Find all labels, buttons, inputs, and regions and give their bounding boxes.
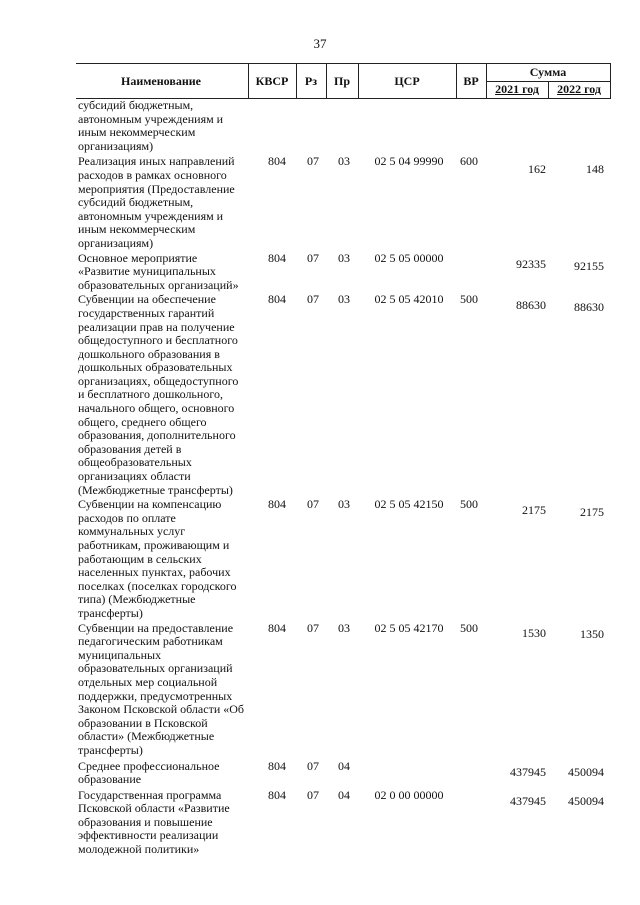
header-pr: Пр (333, 73, 350, 88)
row-pr: 04 (338, 787, 350, 802)
row-pr: 04 (338, 758, 350, 773)
row-name: субсидий бюджетным, автономным учреждениям и иным некоммерческим организациям) (78, 98, 224, 153)
row-sum-2021: 1530 (522, 625, 546, 640)
row-pr: 03 (338, 620, 350, 635)
row-rz: 07 (307, 787, 319, 802)
row-rz: 07 (307, 292, 319, 307)
row-vr: 600 (460, 154, 478, 169)
row-kvsr: 804 (268, 292, 286, 307)
header-sum: Сумма (529, 65, 567, 79)
row-vr: 500 (460, 497, 478, 512)
row-sum-2021: 88630 (516, 298, 546, 313)
row-sum-2022: 148 (586, 162, 604, 177)
row-csr: 02 5 05 42150 (374, 497, 444, 512)
row-pr: 03 (338, 497, 350, 512)
row-vr: 500 (460, 292, 478, 307)
row-kvsr: 804 (268, 758, 286, 773)
row-rz: 07 (307, 758, 319, 773)
header-csr: ЦСР (394, 73, 420, 88)
row-sum-2021: 2175 (522, 503, 546, 518)
row-sum-2022: 88630 (574, 300, 604, 315)
header-year-2021: 2021 год (495, 82, 539, 96)
row-sum-2022: 2175 (580, 505, 604, 520)
row-sum-2021: 162 (528, 162, 546, 177)
row-vr: 500 (460, 620, 478, 635)
row-name: Субвенции на компенсацию расходов по оплате коммунальных услуг работникам, проживающим и работающим в сельских населенных пунктах, рабочих поселках (поселках городского типа) (Межбюджетные трансферты) (78, 497, 237, 620)
table-header (76, 63, 611, 99)
row-name: Среднее профессиональное образование (78, 758, 220, 787)
row-sum-2022: 450094 (568, 764, 604, 779)
row-kvsr: 804 (268, 620, 286, 635)
table-row (76, 252, 611, 293)
row-rz: 07 (307, 154, 319, 169)
table-body (76, 99, 611, 857)
row-sum-2022: 450094 (568, 793, 604, 808)
row-name: Государственная программа Псковской области «Развитие образования и повышение эффективности реализации молодежной политики» (78, 787, 230, 857)
row-csr: 02 0 00 00000 (374, 787, 444, 802)
row-name: Основное мероприятие «Развитие муниципальных образовательных организаций» (78, 250, 239, 292)
row-pr: 03 (338, 292, 350, 307)
table-row (76, 789, 611, 857)
row-csr: 02 5 05 42010 (374, 292, 444, 307)
budget-table (76, 63, 611, 857)
row-sum-2022: 92155 (574, 258, 604, 273)
row-name: Субвенции на обеспечение государственных гарантий реализации прав на получение общедоступного и бесплатного дошкольного образования в дошкольных образовательных организациях, общедоступного и бесплатного дошкольного, начального общего, основного общего, среднего общего образования, дополнительного образования детей в общеобразовательных организациях области (Межбюджетные трансферты) (78, 292, 239, 497)
row-pr: 03 (338, 250, 350, 265)
row-csr: 02 5 04 99990 (374, 154, 444, 169)
table-row (76, 293, 611, 497)
row-sum-2021: 92335 (516, 256, 546, 271)
row-pr: 03 (338, 154, 350, 169)
table-row (76, 498, 611, 620)
row-kvsr: 804 (268, 154, 286, 169)
header-kvsr: КВСР (255, 73, 289, 88)
header-vr: ВР (463, 73, 479, 88)
table-row (76, 760, 611, 787)
header-year-2022: 2022 год (557, 82, 601, 96)
table-row (76, 622, 611, 758)
page-number: 37 (313, 36, 327, 51)
row-csr: 02 5 05 00000 (374, 250, 444, 265)
row-rz: 07 (307, 250, 319, 265)
row-csr: 02 5 05 42170 (374, 620, 444, 635)
table-row (76, 155, 611, 250)
row-kvsr: 804 (268, 497, 286, 512)
row-rz: 07 (307, 497, 319, 512)
row-kvsr: 804 (268, 250, 286, 265)
row-sum-2022: 1350 (580, 626, 604, 641)
row-sum-2021: 437945 (510, 764, 546, 779)
row-sum-2021: 437945 (510, 793, 546, 808)
row-rz: 07 (307, 620, 319, 635)
header-name: Наименование (121, 73, 201, 88)
row-name: Субвенции на предоставление педагогическим работникам муниципальных образовательных организаций отдельных мер социальной поддержки, предусмотренных Законом Псковской области «Об образовании в Псковской области» (Межбюджетные трансферты) (78, 620, 245, 757)
row-name: Реализация иных направлений расходов в рамках основного мероприятия (Предоставление субсидий бюджетным, автономным учреждениям и иным некоммерческим организациям) (78, 154, 235, 250)
row-kvsr: 804 (268, 787, 286, 802)
header-rz: Рз (304, 73, 318, 88)
table-row (76, 99, 611, 153)
